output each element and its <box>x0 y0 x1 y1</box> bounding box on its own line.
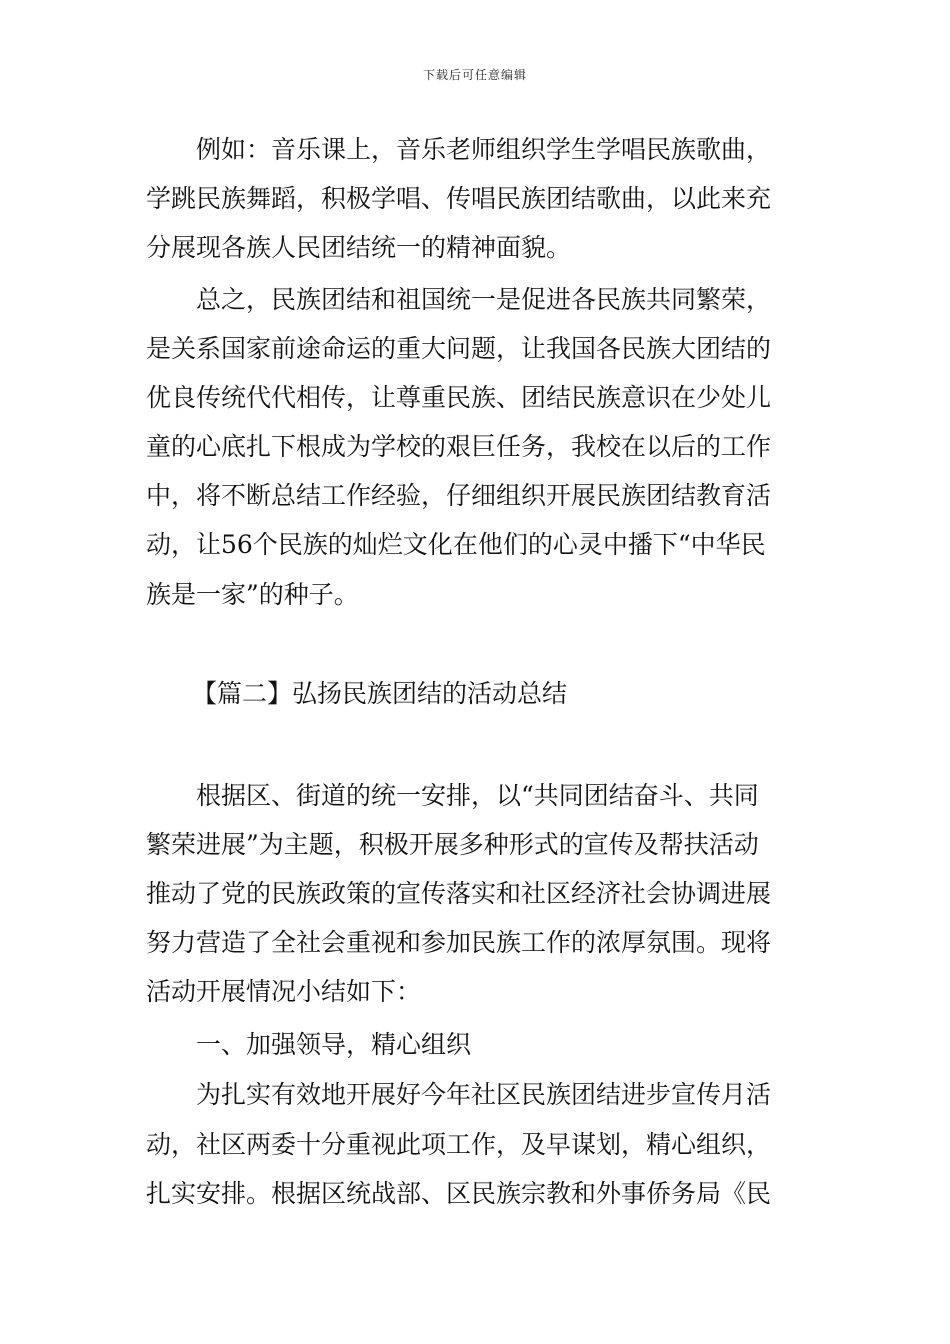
paragraph-line: 推动了党的民族政策的宣传落实和社区经济社会协调进展 <box>146 879 772 908</box>
paragraph-line: 族是一家”的种子。 <box>146 580 359 609</box>
paragraph-line: 扎实安排。根据区统战部、区民族宗教和外事侨务局《民 <box>146 1179 772 1208</box>
paragraph-line: 是关系国家前途命运的重大问题，让我国各民族大团结的 <box>146 334 772 363</box>
paragraph-line: 动，让56个民族的灿烂文化在他们的心灵中播下“中华民 <box>146 530 766 559</box>
page-header: 下载后可任意编辑 <box>422 68 527 82</box>
paragraph-line: 努力营造了全社会重视和参加民族工作的浓厚氛围。现将 <box>146 928 772 957</box>
paragraph-line: 童的心底扎下根成为学校的艰巨任务，我校在以后的工作 <box>146 432 772 461</box>
paragraph-line: 根据区、街道的统一安排，以“共同团结奋斗、共同 <box>196 781 759 810</box>
paragraph-line: 例如：音乐课上，音乐老师组织学生学唱民族歌曲， <box>196 135 772 164</box>
paragraph-line: 动，社区两委十分重视此项工作，及早谋划，精心组织， <box>146 1130 772 1159</box>
paragraph-line: 中，将不断总结工作经验，仔细组织开展民族团结教育活 <box>146 481 772 510</box>
paragraph-line: 活动开展情况小结如下： <box>146 977 422 1006</box>
section-heading: 【篇二】弘扬民族团结的活动总结 <box>192 679 568 708</box>
paragraph-line: 繁荣进展”为主题，积极开展多种形式的宣传及帮扶活动 <box>146 830 759 859</box>
subheading: 一、加强领导，精心组织 <box>196 1030 472 1059</box>
paragraph-line: 优良传统代代相传，让尊重民族、团结民族意识在少处儿 <box>146 383 772 412</box>
paragraph-line: 分展现各族人民团结统一的精神面貌。 <box>146 233 572 262</box>
paragraph-line: 学跳民族舞蹈，积极学唱、传唱民族团结歌曲，以此来充 <box>146 184 772 213</box>
paragraph-line: 为扎实有效地开展好今年社区民族团结进步宣传月活 <box>196 1080 772 1109</box>
paragraph-line: 总之，民族团结和祖国统一是促进各民族共同繁荣， <box>196 285 772 314</box>
